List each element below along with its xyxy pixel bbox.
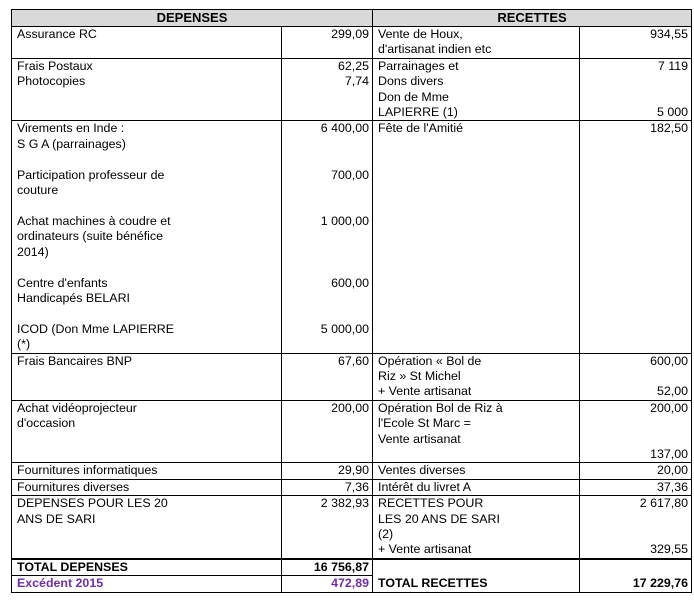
depense-amount-line: 299,09 (331, 27, 369, 41)
depense-amount-line (284, 198, 369, 213)
depense-label-line: Frais Postaux (17, 58, 93, 73)
depense-label (12, 479, 282, 495)
recette-label-line: + Vente artisanat (378, 542, 472, 557)
recette-amount (580, 27, 692, 59)
depense-amount (282, 400, 373, 463)
depense-label (12, 27, 282, 59)
depense-amount (282, 27, 373, 59)
recette-label-line: Dons divers (378, 74, 444, 89)
recette-label-line: Vente artisanat (378, 431, 461, 446)
depense-label-line: d'occasion (17, 416, 76, 431)
recette-amount-line (582, 432, 688, 447)
depense-label-line: S G A (parrainages) (17, 136, 126, 151)
depense-amount-line: 7,36 (344, 479, 369, 494)
depense-label-line: Assurance RC (17, 27, 97, 41)
recette-label (373, 479, 580, 495)
depense-amount (282, 479, 373, 495)
recette-label-line: d'artisanat indien etc (378, 42, 492, 57)
depense-amount-line (284, 337, 369, 352)
recette-label (373, 121, 580, 353)
depense-amount-line (284, 291, 369, 306)
recette-label (373, 58, 580, 121)
table-row (12, 463, 692, 479)
recette-label (373, 463, 580, 479)
recette-amount (580, 58, 692, 121)
depense-label (12, 496, 282, 559)
recette-amount-line: 600,00 (650, 353, 688, 368)
total-depenses-label: TOTAL DEPENSES (12, 559, 282, 576)
recette-label-line: Ventes diverses (378, 463, 466, 478)
header-recettes: RECETTES (373, 10, 692, 27)
table-row (12, 121, 692, 353)
recette-amount-line: 182,50 (650, 121, 688, 136)
recette-label-line: Fête de l'Amitié (378, 121, 464, 136)
depense-label-line (17, 152, 278, 167)
depense-amount-line: 29,90 (337, 463, 369, 478)
recette-amount (580, 479, 692, 495)
depense-amount-line: 600,00 (331, 275, 369, 290)
recette-label-line: (2) (378, 527, 394, 541)
excedent-label: Excédent 2015 (12, 576, 282, 592)
table-row (12, 400, 692, 463)
recette-amount-line: 329,55 (650, 542, 688, 557)
depense-amount (282, 463, 373, 479)
recette-amount-line: 200,00 (650, 400, 688, 415)
total-depenses-value: 16 756,87 (282, 559, 373, 576)
recette-amount-line: 2 617,80 (639, 496, 688, 511)
table-row (12, 27, 692, 59)
recette-amount-line: 5 000 (656, 105, 688, 120)
recette-amount-line (582, 369, 688, 384)
depense-label (12, 400, 282, 463)
depense-amount (282, 121, 373, 353)
depense-label-line: Photocopies (17, 74, 86, 89)
depense-label-line: Handicapés BELARI (17, 290, 130, 305)
depense-label-line: Fournitures informatiques (17, 463, 158, 478)
depense-amount-line: 2 382,93 (320, 496, 369, 511)
recette-amount (580, 121, 692, 353)
depense-label-line: Participation professeur de (17, 167, 165, 182)
recette-amount (580, 400, 692, 463)
accounts-table (11, 9, 692, 593)
depense-amount (282, 496, 373, 559)
depense-amount-line (284, 137, 369, 152)
total-depenses-row (12, 559, 692, 576)
table-row (12, 479, 692, 495)
depense-label (12, 463, 282, 479)
depense-label-line: Achat vidéoprojecteur (17, 400, 137, 415)
recette-label-line: RECETTES POUR (378, 496, 484, 511)
recette-amount-line: 20,00 (656, 463, 688, 478)
recette-amount-line (582, 416, 688, 431)
recette-amount-line (582, 90, 688, 105)
total-recettes-value: 17 229,76 (580, 559, 692, 592)
depense-amount (282, 353, 373, 400)
table-row (12, 58, 692, 121)
recette-label (373, 27, 580, 59)
recette-amount-line: 137,00 (650, 446, 688, 461)
recette-amount-line (582, 527, 688, 542)
depense-amount-line (284, 229, 369, 244)
recette-amount-line: 37,36 (656, 479, 688, 494)
depense-amount-line (284, 245, 369, 260)
recette-amount-line (582, 512, 688, 527)
accounts-table-wrapper (11, 9, 692, 593)
recette-label-line: l'Ecole St Marc = (378, 416, 471, 431)
depense-label-line: DEPENSES POUR LES 20 (17, 496, 168, 511)
depense-amount-line: 200,00 (331, 400, 369, 415)
depense-label-line: Achat machines à coudre et (17, 213, 171, 228)
recette-amount-line: 934,55 (650, 27, 688, 41)
depense-amount-line: 1 000,00 (320, 213, 369, 228)
depense-label-line: Fournitures diverses (17, 479, 130, 494)
depense-label-line: ANS DE SARI (17, 511, 96, 526)
recette-amount-line: 52,00 (656, 384, 688, 399)
total-recettes-label: TOTAL RECETTES (373, 559, 580, 592)
recette-label-line: Don de Mme (378, 89, 449, 104)
depense-label-line: 2014) (17, 244, 49, 259)
depense-amount-line (284, 260, 369, 275)
depense-label-line: Frais Bancaires BNP (17, 353, 132, 368)
depense-amount-line: 700,00 (331, 167, 369, 182)
depense-amount-line: 5 000,00 (320, 321, 369, 336)
depense-label-line (17, 198, 278, 213)
depense-amount-line (284, 152, 369, 167)
depense-label-line: ICOD (Don Mme LAPIERRE (17, 321, 174, 336)
depense-label-line: couture (17, 183, 59, 198)
recette-label (373, 353, 580, 400)
depense-label (12, 58, 282, 121)
recette-amount (580, 353, 692, 400)
depense-label-line: ordinateurs (suite bénéfice (17, 229, 164, 244)
recette-label-line: Riz » St Michel (378, 368, 461, 383)
recette-label-line: Opération « Bol de (378, 353, 482, 368)
depense-label (12, 353, 282, 400)
depense-amount-line: 7,74 (344, 74, 369, 89)
depense-amount-line: 67,60 (337, 353, 369, 368)
table-row (12, 353, 692, 400)
recette-label-line: + Vente artisanat (378, 384, 472, 399)
depense-label-line (17, 260, 278, 275)
recette-label-line: Vente de Houx, (378, 27, 463, 41)
recette-label-line (378, 447, 576, 462)
depense-amount-line: 6 400,00 (320, 121, 369, 136)
depense-label (12, 121, 282, 353)
recette-amount-line (582, 74, 688, 89)
recette-label-line: LAPIERRE (1) (378, 105, 458, 120)
excedent-value: 472,89 (282, 576, 373, 592)
recette-label (373, 496, 580, 559)
depense-amount-line (284, 306, 369, 321)
recette-label-line: Opération Bol de Riz à (378, 400, 503, 415)
header-depenses: DEPENSES (12, 10, 373, 27)
recette-label-line: Parrainages et (378, 58, 459, 73)
header-row (12, 10, 692, 27)
depense-amount-line: 62,25 (337, 58, 369, 73)
depense-label-line: Virements en Inde : (17, 121, 125, 136)
recette-amount (580, 463, 692, 479)
depense-amount (282, 58, 373, 121)
depense-amount-line (284, 183, 369, 198)
depense-label-line: (*) (17, 337, 31, 352)
recette-label-line: Intérêt du livret A (378, 479, 471, 494)
recette-label (373, 400, 580, 463)
depense-label-line: Centre d'enfants (17, 275, 108, 290)
recette-amount-line: 7 119 (657, 58, 688, 73)
table-body (12, 27, 692, 559)
table-row (12, 496, 692, 559)
recette-amount (580, 496, 692, 559)
recette-label-line: LES 20 ANS DE SARI (378, 511, 500, 526)
depense-label-line (17, 306, 278, 321)
